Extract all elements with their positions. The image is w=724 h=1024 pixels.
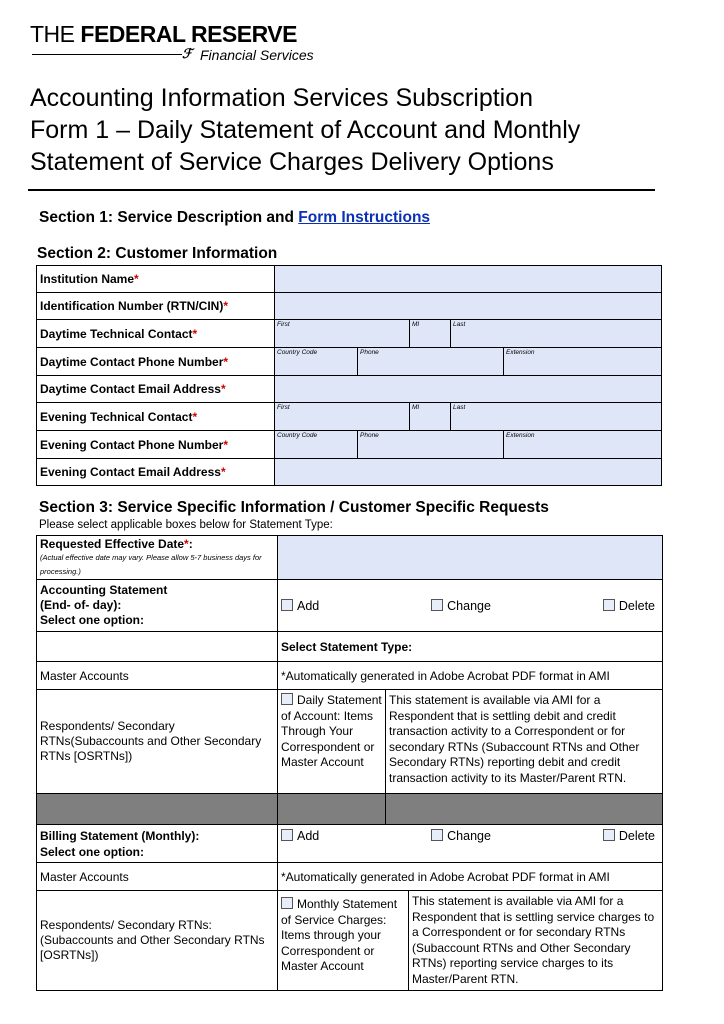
field-label-text: Daytime Technical Contact: [40, 326, 193, 341]
accounting-change-checkbox[interactable]: [431, 599, 443, 611]
field-input[interactable]: [275, 266, 662, 293]
section-2-heading: Section 2: Customer Information: [37, 245, 278, 262]
required-mark: *: [192, 409, 198, 424]
field-hint: Country Code: [277, 349, 318, 356]
field-label: [37, 293, 275, 320]
monthly-statement-checkbox[interactable]: [281, 897, 293, 909]
master-accounts-label: Master Accounts: [37, 863, 278, 891]
required-mark: *: [192, 326, 198, 341]
accounting-label-l3: Select one option:: [40, 613, 145, 627]
sub-field[interactable]: [275, 403, 409, 430]
field-label-text: Institution Name: [40, 272, 135, 286]
billing-label-l1: Billing Statement (Monthly):: [40, 828, 200, 843]
customer-info-table: [36, 265, 662, 486]
gray-separator: [278, 794, 386, 825]
daily-statement-desc: This statement is available via AMI for a Respondent that is settling debit and credit transaction activity to a Correspondent or for secondary RTNs (Subaccount RTNs and Other Secondary RTNs) reporting debit and credit transaction activity to its Master/Parent RTN.: [386, 690, 663, 794]
field-hint: Extension: [506, 432, 535, 439]
billing-options: [278, 825, 663, 863]
customer-info-row: [37, 376, 662, 403]
accounting-delete-checkbox[interactable]: [603, 599, 615, 611]
accounting-label-l2: (End- of- day):: [40, 598, 122, 612]
daily-statement-option[interactable]: [278, 690, 386, 794]
sub-field[interactable]: [275, 320, 409, 347]
accounting-delete-option[interactable]: [603, 599, 655, 613]
monthly-statement-option[interactable]: [278, 891, 409, 990]
accounting-add-option[interactable]: [281, 599, 319, 613]
billing-statement-label: [37, 825, 278, 863]
effective-date-label: Requested Effective Date: [40, 537, 185, 551]
logo-rule: [32, 54, 182, 55]
accounting-change-option[interactable]: [431, 599, 491, 613]
field-hint: First: [277, 404, 290, 411]
field-input[interactable]: [275, 431, 662, 459]
sub-field[interactable]: [450, 320, 661, 347]
field-input[interactable]: [275, 293, 662, 320]
monthly-statement-desc: This statement is available via AMI for a Respondent that is settling service charges to a Correspondent or for secondary RTNs (Subaccount RTNs and Other Secondary RTNs) reporting service charges to its Master/Parent RTN.: [412, 894, 655, 986]
monthly-statement-cell: [278, 891, 663, 991]
daily-statement-label: Daily Statement of Account: Items Through Your Correspondent or Master Account: [281, 693, 382, 769]
section-3-heading: Section 3: Service Specific Information / Customer Specific Requests: [39, 499, 549, 516]
field-hint: Phone: [360, 432, 379, 439]
field-label-text: Daytime Contact Email Address: [40, 382, 221, 396]
required-mark: *: [220, 465, 226, 479]
accounting-delete-label: Delete: [618, 598, 655, 613]
required-mark: *: [134, 272, 139, 286]
required-mark: *: [223, 354, 229, 369]
customer-info-row: [37, 348, 662, 376]
master-accounts-note: *Automatically generated in Adobe Acrobat PDF format in AMI: [278, 662, 663, 690]
field-input[interactable]: [275, 320, 662, 348]
sub-field[interactable]: [409, 403, 450, 430]
select-statement-type: Select Statement Type:: [278, 632, 663, 662]
billing-add-checkbox[interactable]: [281, 829, 293, 841]
title-line-3: Statement of Service Charges Delivery Options: [30, 148, 554, 176]
field-input[interactable]: [275, 459, 662, 486]
sub-field[interactable]: [409, 320, 450, 347]
form-instructions-link[interactable]: Form Instructions: [298, 209, 431, 226]
billing-add-option[interactable]: [281, 829, 319, 843]
field-hint: Phone: [360, 349, 379, 356]
field-label-text: Evening Contact Phone Number: [40, 437, 224, 452]
required-mark: *: [223, 299, 228, 313]
respondents-label: Respondents/ Secondary RTNs: (Subaccounts and Other Secondary RTNs [OSRTNs]): [37, 891, 278, 991]
sub-field[interactable]: [275, 431, 357, 458]
field-label-text: Daytime Contact Phone Number: [40, 354, 224, 369]
field-input[interactable]: [275, 376, 662, 403]
accounting-label-l1: Accounting Statement: [40, 583, 168, 597]
field-hint: Last: [453, 321, 466, 328]
sub-field[interactable]: [503, 431, 661, 458]
field-label: [37, 431, 275, 459]
master-accounts-label: Master Accounts: [37, 662, 278, 690]
section-1-text: Section 1: Service Description and: [39, 209, 299, 226]
field-label: [37, 320, 275, 348]
daily-statement-checkbox[interactable]: [281, 693, 293, 705]
required-mark: *: [223, 437, 229, 452]
customer-info-row: [37, 403, 662, 431]
section-1-heading: [39, 209, 430, 227]
logo-financial-services: Financial Services: [200, 47, 314, 63]
accounting-options: [278, 580, 663, 632]
master-accounts-note: *Automatically generated in Adobe Acrobat PDF format in AMI: [278, 863, 663, 891]
billing-change-checkbox[interactable]: [431, 829, 443, 841]
sub-field[interactable]: [357, 348, 503, 375]
logo-the: THE: [30, 21, 75, 47]
effective-date-input[interactable]: [278, 536, 663, 580]
monthly-statement-label: Monthly Statement of Service Charges: Items through your Correspondent or Master Account: [281, 897, 398, 973]
accounting-add-checkbox[interactable]: [281, 599, 293, 611]
respondents-label: Respondents/ Secondary RTNs(Subaccounts and Other Secondary RTNs [OSRTNs]): [37, 690, 278, 794]
billing-delete-label: Delete: [618, 829, 655, 843]
accounting-statement-label: [37, 580, 278, 632]
field-hint: First: [277, 321, 290, 328]
required-mark: *: [220, 382, 226, 396]
field-label-text: Evening Contact Email Address: [40, 465, 221, 479]
billing-delete-checkbox[interactable]: [603, 829, 615, 841]
required-mark: *: [184, 537, 189, 551]
field-label: [37, 403, 275, 431]
field-label: [37, 266, 275, 293]
gray-separator: [386, 794, 663, 825]
billing-delete-option[interactable]: [603, 829, 655, 843]
title-divider: [28, 189, 655, 191]
form-title: [30, 82, 670, 178]
gray-separator: [37, 794, 278, 825]
billing-change-label: Change: [447, 829, 491, 843]
blank-cell: [37, 632, 278, 662]
field-label: [37, 376, 275, 403]
field-label: [37, 348, 275, 376]
effective-date-label-cell: Requested Effective Date*: (Actual effective date may vary. Please allow 5-7 business days for processing.): [37, 536, 278, 580]
service-info-table: [36, 535, 663, 991]
sub-field[interactable]: [450, 403, 661, 430]
billing-label-l2: Select one option:: [40, 844, 145, 859]
customer-info-row: [37, 320, 662, 348]
logo-federal-reserve: FEDERAL RESERVE: [80, 21, 297, 47]
field-hint: Last: [453, 404, 466, 411]
federal-reserve-logo: [30, 22, 320, 64]
field-input[interactable]: [275, 348, 662, 376]
field-hint: Country Code: [277, 432, 318, 439]
billing-change-option[interactable]: [431, 829, 491, 843]
field-label-text: Evening Technical Contact: [40, 409, 193, 424]
billing-add-label: Add: [297, 829, 320, 843]
customer-info-row: [37, 459, 662, 486]
sub-field[interactable]: [503, 348, 661, 375]
accounting-change-label: Change: [447, 598, 491, 613]
customer-info-row: [37, 266, 662, 293]
customer-info-row: [37, 431, 662, 459]
field-hint: Extension: [506, 349, 535, 356]
section-3-note: Please select applicable boxes below for Statement Type:: [39, 519, 333, 531]
title-line-2: Form 1 – Daily Statement of Account and Monthly: [30, 116, 581, 144]
sub-field[interactable]: [357, 431, 503, 458]
sub-field[interactable]: [275, 348, 357, 375]
field-hint: MI: [412, 321, 420, 328]
customer-info-row: [37, 293, 662, 320]
field-label: [37, 459, 275, 486]
field-hint: MI: [412, 404, 420, 411]
field-label-text: Identification Number (RTN/CIN): [40, 299, 224, 313]
field-input[interactable]: [275, 403, 662, 431]
effective-date-note: (Actual effective date may vary. Please allow 5-7 business days for processing.): [40, 553, 262, 576]
fs-mark-icon: ℱ: [182, 46, 193, 61]
title-line-1: Accounting Information Services Subscription: [30, 84, 534, 112]
accounting-add-label: Add: [297, 598, 320, 613]
